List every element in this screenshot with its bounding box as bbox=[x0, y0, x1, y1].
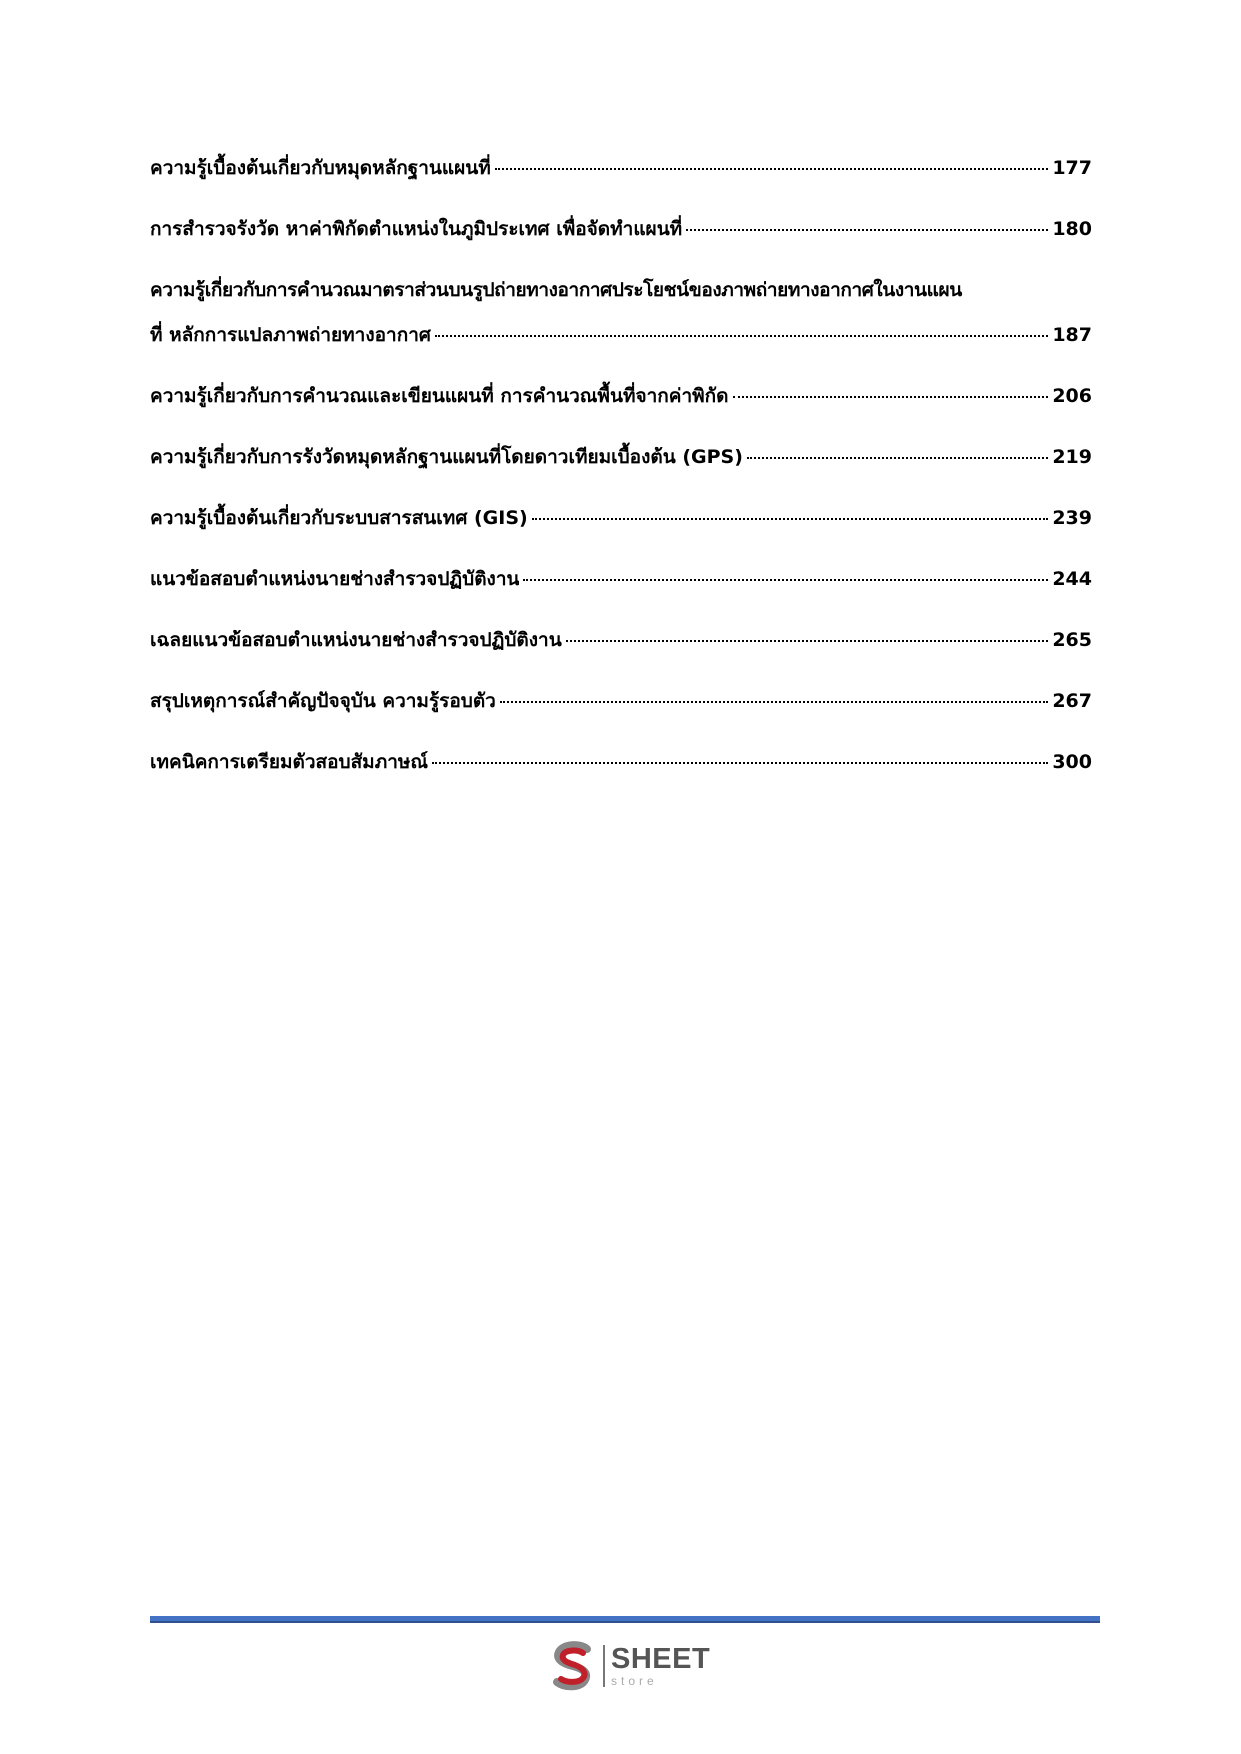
toc-entry-page: 265 bbox=[1052, 629, 1092, 651]
toc-entry bbox=[150, 744, 1092, 780]
sheet-store-logo-icon bbox=[547, 1640, 599, 1692]
toc-entry bbox=[150, 622, 1092, 658]
toc-entry bbox=[150, 211, 1092, 247]
toc-entry bbox=[150, 272, 1092, 353]
toc-entry-title: เทคนิคการเตรียมตัวสอบสัมภาษณ์ bbox=[150, 751, 429, 773]
toc-entry bbox=[150, 561, 1092, 597]
toc-entry-page: 300 bbox=[1052, 751, 1092, 773]
toc-entry-title: ความรู้เบื้องต้นเกี่ยวกับหมุดหลักฐานแผนที่ bbox=[150, 157, 491, 179]
toc-entry-page: 206 bbox=[1052, 385, 1092, 407]
toc-entry-title: แนวข้อสอบตำแหน่งนายช่างสำรวจปฏิบัติงาน bbox=[150, 568, 520, 590]
toc-entry-page: 177 bbox=[1052, 157, 1092, 179]
dot-leader bbox=[532, 515, 1049, 520]
dot-leader bbox=[686, 226, 1048, 231]
logo-divider bbox=[603, 1645, 605, 1687]
toc-entry-page: 180 bbox=[1052, 218, 1092, 240]
toc-entry-page: 244 bbox=[1052, 568, 1092, 590]
logo-wordmark bbox=[611, 1645, 710, 1687]
toc-entry bbox=[150, 150, 1092, 186]
dot-leader bbox=[733, 393, 1049, 398]
logo-word: SHEET bbox=[611, 1643, 711, 1675]
dot-leader bbox=[566, 637, 1049, 642]
toc-entry bbox=[150, 439, 1092, 475]
toc-entry-title: ความรู้เกี่ยวกับการรังวัดหมุดหลักฐานแผนที่โดยดาวเทียมเบื้องต้น (GPS) bbox=[150, 446, 743, 468]
toc-entry bbox=[150, 500, 1092, 536]
footer-rule bbox=[150, 1616, 1100, 1623]
dot-leader bbox=[432, 759, 1048, 764]
toc-entry bbox=[150, 683, 1092, 719]
dot-leader bbox=[523, 576, 1048, 581]
toc-entry-page: 187 bbox=[1052, 324, 1092, 346]
dot-leader bbox=[500, 698, 1048, 703]
toc-entry-title-line2: ที่ หลักการแปลภาพถ่ายทางอากาศ bbox=[150, 324, 431, 346]
toc-entry-page: 219 bbox=[1052, 446, 1092, 468]
toc-entry bbox=[150, 378, 1092, 414]
toc-entry-title-line1: ความรู้เกี่ยวกับการคำนวณมาตราส่วนบนรูปถ่ายทางอากาศประโยชน์ของภาพถ่ายทางอากาศในงานแผน bbox=[150, 279, 962, 301]
toc-entry-title: ความรู้เบื้องต้นเกี่ยวกับระบบสารสนเทศ (GIS) bbox=[150, 507, 528, 529]
logo-subword: store bbox=[611, 1674, 658, 1688]
toc-entry-title: สรุปเหตุการณ์สำคัญปัจจุบัน ความรู้รอบตัว bbox=[150, 690, 496, 712]
toc-entry-title: การสำรวจรังวัด หาค่าพิกัดตำแหน่งในภูมิประเทศ เพื่อจัดทำแผนที่ bbox=[150, 218, 683, 240]
toc-entry-page: 239 bbox=[1052, 507, 1092, 529]
toc-entry-title: ความรู้เกี่ยวกับการคำนวณและเขียนแผนที่ การคำนวณพื้นที่จากค่าพิกัด bbox=[150, 385, 729, 407]
toc-entry-title: เฉลยแนวข้อสอบตำแหน่งนายช่างสำรวจปฏิบัติงาน bbox=[150, 629, 562, 651]
dot-leader bbox=[747, 454, 1048, 459]
dot-leader bbox=[495, 165, 1049, 170]
sheet-store-logo bbox=[547, 1638, 727, 1694]
table-of-contents bbox=[150, 150, 1092, 805]
dot-leader bbox=[435, 332, 1048, 337]
toc-entry-page: 267 bbox=[1052, 690, 1092, 712]
